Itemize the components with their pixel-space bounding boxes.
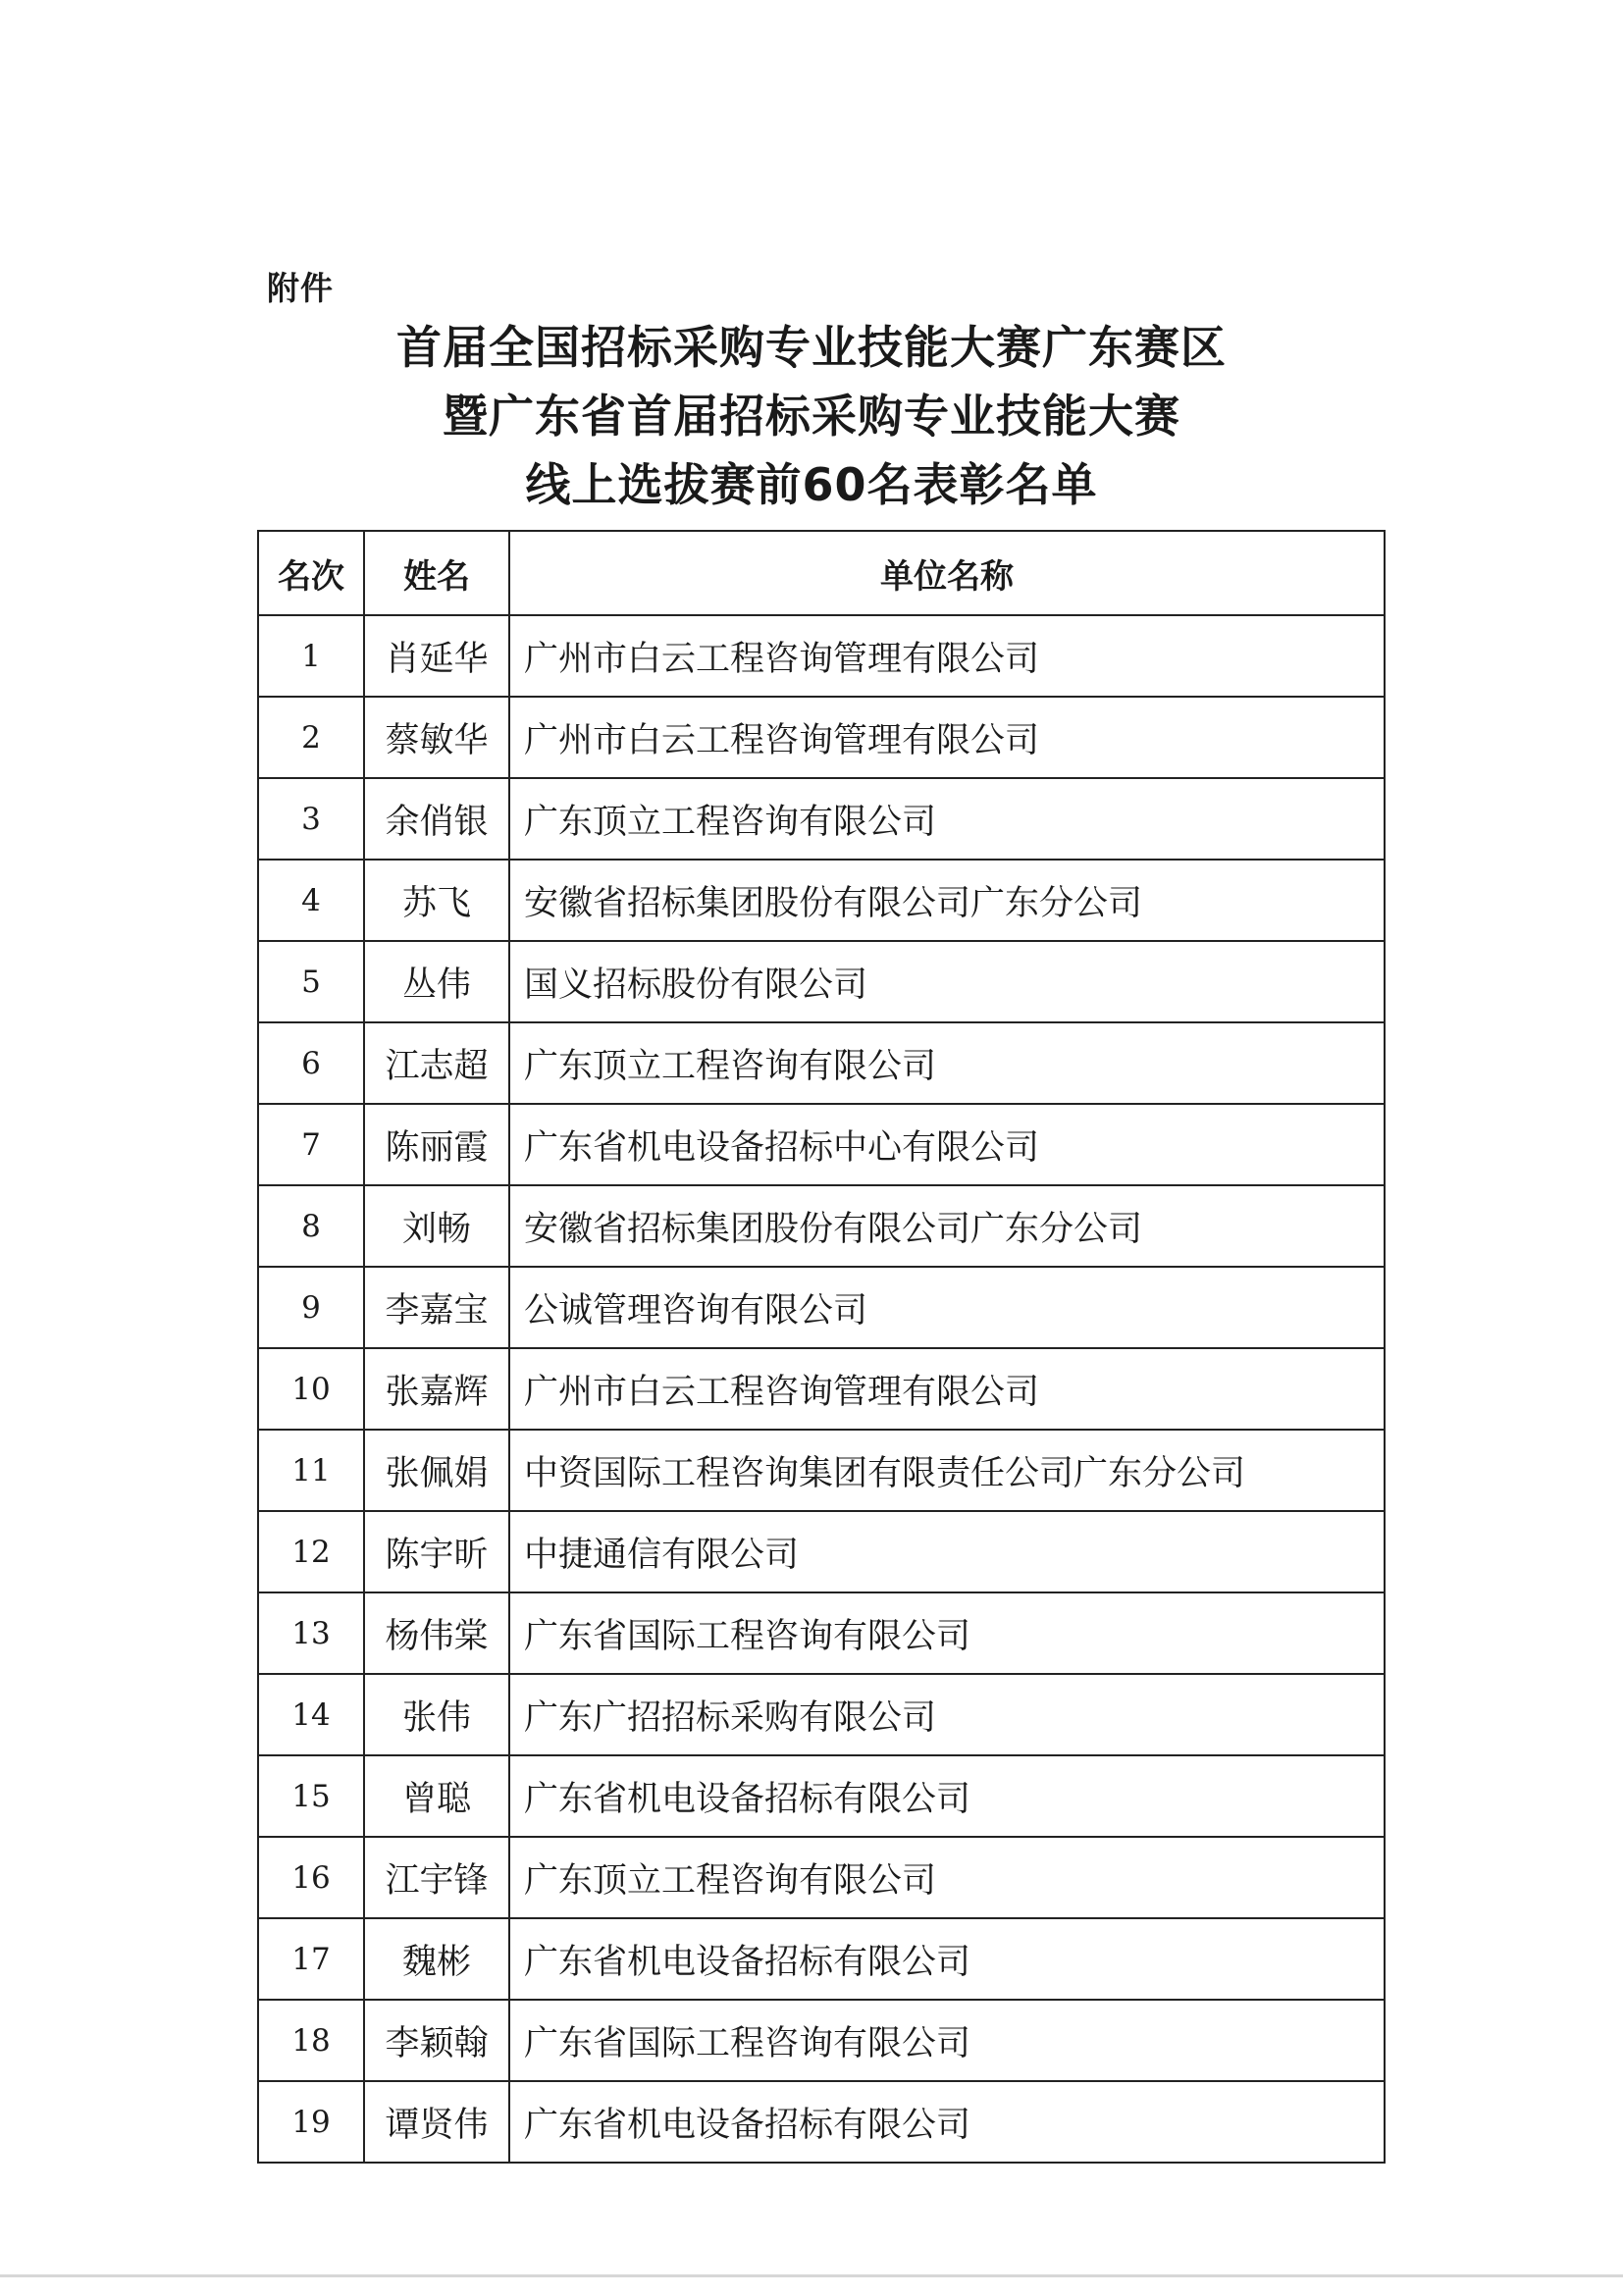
rank-cell: 17 <box>258 1918 364 2000</box>
table-row <box>258 1592 1385 1674</box>
rank-cell: 1 <box>258 615 364 697</box>
name-cell: 丛伟 <box>364 941 509 1022</box>
table-row <box>258 1022 1385 1104</box>
org-cell: 广东顶立工程咨询有限公司 <box>509 1022 1385 1104</box>
attachment-label: 附件 <box>267 269 334 307</box>
rank-cell: 8 <box>258 1185 364 1267</box>
org-cell: 广东顶立工程咨询有限公司 <box>509 778 1385 860</box>
table-row <box>258 1511 1385 1592</box>
rank-cell: 12 <box>258 1511 364 1592</box>
org-cell: 国义招标股份有限公司 <box>509 941 1385 1022</box>
org-cell: 广东省国际工程咨询有限公司 <box>509 2000 1385 2081</box>
title-line-3: 线上选拔赛前60名表彰名单 <box>525 458 1098 511</box>
org-cell: 广州市白云工程咨询管理有限公司 <box>509 1348 1385 1430</box>
name-cell: 余俏银 <box>364 778 509 860</box>
table-header-row <box>258 531 1385 615</box>
name-cell: 江志超 <box>364 1022 509 1104</box>
table-row <box>258 615 1385 697</box>
rank-cell: 13 <box>258 1592 364 1674</box>
name-cell: 张佩娟 <box>364 1430 509 1511</box>
name-cell: 陈宇昕 <box>364 1511 509 1592</box>
rank-cell: 16 <box>258 1837 364 1918</box>
org-cell: 广东省机电设备招标中心有限公司 <box>509 1104 1385 1185</box>
title-line-2: 暨广东省首届招标采购专业技能大赛 <box>443 390 1180 443</box>
org-cell: 安徽省招标集团股份有限公司广东分公司 <box>509 1185 1385 1267</box>
rank-cell: 15 <box>258 1755 364 1837</box>
rank-cell: 9 <box>258 1267 364 1348</box>
name-cell: 苏飞 <box>364 860 509 941</box>
table-row <box>258 1837 1385 1918</box>
org-cell: 广东省国际工程咨询有限公司 <box>509 1592 1385 1674</box>
rank-cell: 14 <box>258 1674 364 1755</box>
org-cell: 广州市白云工程咨询管理有限公司 <box>509 615 1385 697</box>
name-cell: 谭贤伟 <box>364 2081 509 2163</box>
org-cell: 广州市白云工程咨询管理有限公司 <box>509 697 1385 778</box>
table-body <box>258 615 1385 2163</box>
org-cell: 公诚管理咨询有限公司 <box>509 1267 1385 1348</box>
org-cell: 安徽省招标集团股份有限公司广东分公司 <box>509 860 1385 941</box>
rank-cell: 6 <box>258 1022 364 1104</box>
table-row <box>258 1104 1385 1185</box>
rank-cell: 4 <box>258 860 364 941</box>
scan-edge-line <box>0 2274 1623 2277</box>
table-row <box>258 1430 1385 1511</box>
org-cell: 广东广招招标采购有限公司 <box>509 1674 1385 1755</box>
name-cell: 蔡敏华 <box>364 697 509 778</box>
table-row <box>258 1918 1385 2000</box>
name-cell: 张嘉辉 <box>364 1348 509 1430</box>
name-cell: 刘畅 <box>364 1185 509 1267</box>
name-cell: 李嘉宝 <box>364 1267 509 1348</box>
org-cell: 广东顶立工程咨询有限公司 <box>509 1837 1385 1918</box>
name-cell: 陈丽霞 <box>364 1104 509 1185</box>
table-row <box>258 697 1385 778</box>
name-cell: 曾聪 <box>364 1755 509 1837</box>
org-cell: 中捷通信有限公司 <box>509 1511 1385 1592</box>
name-cell: 肖延华 <box>364 615 509 697</box>
header-rank: 名次 <box>258 531 364 615</box>
org-cell: 广东省机电设备招标有限公司 <box>509 2081 1385 2163</box>
rank-cell: 18 <box>258 2000 364 2081</box>
header-org: 单位名称 <box>509 531 1385 615</box>
org-cell: 广东省机电设备招标有限公司 <box>509 1918 1385 2000</box>
table-row <box>258 1267 1385 1348</box>
rank-cell: 10 <box>258 1348 364 1430</box>
table-row <box>258 1755 1385 1837</box>
rank-cell: 19 <box>258 2081 364 2163</box>
table-row <box>258 941 1385 1022</box>
rank-cell: 3 <box>258 778 364 860</box>
table-row <box>258 2000 1385 2081</box>
table-row <box>258 1185 1385 1267</box>
table-row <box>258 1348 1385 1430</box>
header-name: 姓名 <box>364 531 509 615</box>
name-cell: 江宇锋 <box>364 1837 509 1918</box>
org-cell: 中资国际工程咨询集团有限责任公司广东分公司 <box>509 1430 1385 1511</box>
name-cell: 张伟 <box>364 1674 509 1755</box>
name-cell: 杨伟棠 <box>364 1592 509 1674</box>
honor-list-table <box>257 530 1386 2164</box>
name-cell: 魏彬 <box>364 1918 509 2000</box>
rank-cell: 11 <box>258 1430 364 1511</box>
table-row <box>258 860 1385 941</box>
table-row <box>258 2081 1385 2163</box>
rank-cell: 7 <box>258 1104 364 1185</box>
table-row <box>258 778 1385 860</box>
rank-cell: 5 <box>258 941 364 1022</box>
rank-cell: 2 <box>258 697 364 778</box>
name-cell: 李颖翰 <box>364 2000 509 2081</box>
title-line-1: 首届全国招标采购专业技能大赛广东赛区 <box>396 321 1227 374</box>
org-cell: 广东省机电设备招标有限公司 <box>509 1755 1385 1837</box>
table-row <box>258 1674 1385 1755</box>
